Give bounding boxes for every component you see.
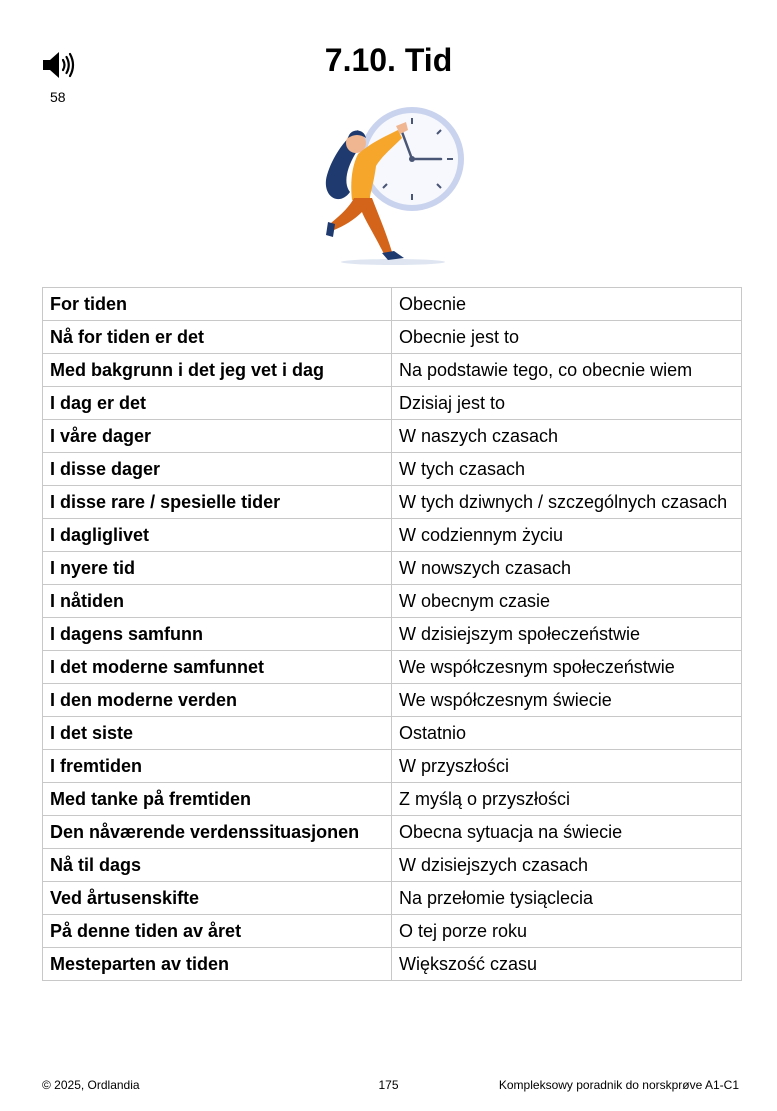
table-row xyxy=(43,354,742,387)
polish-translation: W tych dziwnych / szczególnych czasach xyxy=(392,486,742,519)
polish-translation: W codziennym życiu xyxy=(392,519,742,552)
norwegian-phrase: For tiden xyxy=(43,288,392,321)
norwegian-phrase: Mesteparten av tiden xyxy=(43,948,392,981)
table-row xyxy=(43,585,742,618)
norwegian-phrase: Nå til dags xyxy=(43,849,392,882)
polish-translation: W dzisiejszym społeczeństwie xyxy=(392,618,742,651)
table-row xyxy=(43,816,742,849)
table-row xyxy=(43,651,742,684)
table-row xyxy=(43,783,742,816)
polish-translation: W obecnym czasie xyxy=(392,585,742,618)
polish-translation: Z myślą o przyszłości xyxy=(392,783,742,816)
polish-translation: We współczesnym świecie xyxy=(392,684,742,717)
footer-book-title: Kompleksowy poradnik do norskprøve A1-C1 xyxy=(498,1078,739,1092)
footer-copyright: © 2025, Ordlandia xyxy=(42,1078,140,1092)
table-row xyxy=(43,486,742,519)
table-row xyxy=(43,750,742,783)
audio-track-number: 58 xyxy=(50,89,66,105)
table-row xyxy=(43,552,742,585)
polish-translation: Obecnie jest to xyxy=(392,321,742,354)
polish-translation: W dzisiejszych czasach xyxy=(392,849,742,882)
norwegian-phrase: I dag er det xyxy=(43,387,392,420)
norwegian-phrase: Den nåværende verdenssituasjonen xyxy=(43,816,392,849)
table-row xyxy=(43,519,742,552)
polish-translation: W naszych czasach xyxy=(392,420,742,453)
norwegian-phrase: Med bakgrunn i det jeg vet i dag xyxy=(43,354,392,387)
norwegian-phrase: I våre dager xyxy=(43,420,392,453)
table-row xyxy=(43,849,742,882)
norwegian-phrase: Ved årtusenskifte xyxy=(43,882,392,915)
table-row xyxy=(43,882,742,915)
table-row xyxy=(43,288,742,321)
norwegian-phrase: I fremtiden xyxy=(43,750,392,783)
norwegian-phrase: I nåtiden xyxy=(43,585,392,618)
table-row xyxy=(43,618,742,651)
vocabulary-table-body xyxy=(43,288,742,981)
polish-translation: We współczesnym społeczeństwie xyxy=(392,651,742,684)
polish-translation: Większość czasu xyxy=(392,948,742,981)
norwegian-phrase: I dagens samfunn xyxy=(43,618,392,651)
norwegian-phrase: I den moderne verden xyxy=(43,684,392,717)
polish-translation: Obecnie xyxy=(392,288,742,321)
norwegian-phrase: I nyere tid xyxy=(43,552,392,585)
page-title: 7.10. Tid xyxy=(324,42,453,78)
norwegian-phrase: På denne tiden av året xyxy=(43,915,392,948)
table-row xyxy=(43,321,742,354)
polish-translation: Na podstawie tego, co obecnie wiem xyxy=(392,354,742,387)
norwegian-phrase: I disse rare / spesielle tider xyxy=(43,486,392,519)
vocabulary-table xyxy=(42,287,742,981)
norwegian-phrase: Med tanke på fremtiden xyxy=(43,783,392,816)
norwegian-phrase: I det moderne samfunnet xyxy=(43,651,392,684)
polish-translation: W nowszych czasach xyxy=(392,552,742,585)
polish-translation: O tej porze roku xyxy=(392,915,742,948)
polish-translation: W przyszłości xyxy=(392,750,742,783)
table-row xyxy=(43,684,742,717)
norwegian-phrase: I disse dager xyxy=(43,453,392,486)
table-row xyxy=(43,948,742,981)
table-row xyxy=(43,453,742,486)
polish-translation: Obecna sytuacja na świecie xyxy=(392,816,742,849)
norwegian-phrase: I det siste xyxy=(43,717,392,750)
footer-page-number: 175 xyxy=(378,1078,399,1092)
polish-translation: W tych czasach xyxy=(392,453,742,486)
table-row xyxy=(43,717,742,750)
norwegian-phrase: I dagliglivet xyxy=(43,519,392,552)
table-row xyxy=(43,387,742,420)
table-row xyxy=(43,420,742,453)
woman-pulling-clock-illustration xyxy=(318,102,468,268)
polish-translation: Na przełomie tysiąclecia xyxy=(392,882,742,915)
polish-translation: Dzisiaj jest to xyxy=(392,387,742,420)
table-row xyxy=(43,915,742,948)
norwegian-phrase: Nå for tiden er det xyxy=(43,321,392,354)
polish-translation: Ostatnio xyxy=(392,717,742,750)
